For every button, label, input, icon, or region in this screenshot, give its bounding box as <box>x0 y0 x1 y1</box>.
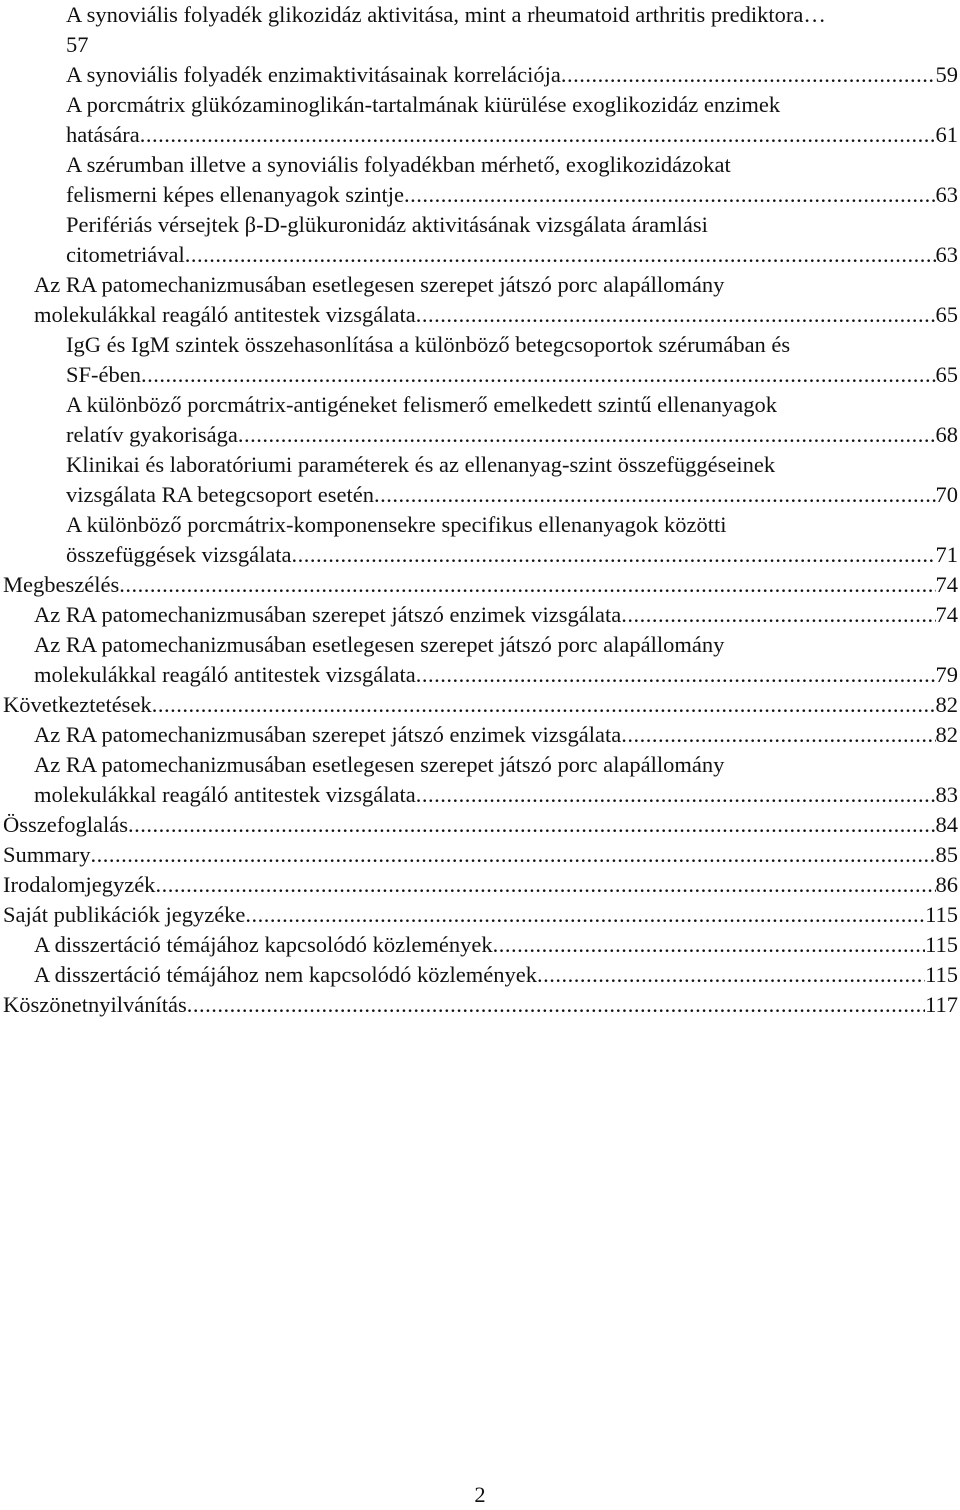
toc-entry-page: 85 <box>936 840 960 870</box>
toc-entry-page: 59 <box>936 60 960 90</box>
toc-entry-title: A porcmátrix glükózaminoglikán-tartalmának kiürülése exoglikozidáz enzimek <box>0 90 960 120</box>
toc-entry-title: A synoviális folyadék glikozidáz aktivitása, mint a rheumatoid arthritis prediktora… <box>0 0 960 30</box>
toc-entry-title: Következtetések <box>3 690 152 720</box>
toc-entry[interactable] <box>0 570 960 600</box>
toc-entry-title-cont: citometriával <box>66 240 185 270</box>
toc-entry[interactable] <box>0 210 960 270</box>
toc-leader-dots <box>621 600 935 630</box>
toc-entry[interactable] <box>0 990 960 1020</box>
toc-entry-page: 65 <box>936 360 960 390</box>
toc-entry-title: Az RA patomechanizmusában szerepet játszó enzimek vizsgálata <box>34 600 621 630</box>
toc-entry-title: Klinikai és laboratóriumi paraméterek és az ellenanyag-szint összefüggéseinek <box>0 450 960 480</box>
toc-leader-dots <box>187 990 925 1020</box>
toc-entry-title-cont: molekulákkal reagáló antitestek vizsgálata <box>34 780 416 810</box>
toc-entry-title: A különböző porcmátrix-antigéneket felismerő emelkedett szintű ellenanyagok <box>0 390 960 420</box>
toc-entry-page: 63 <box>936 240 960 270</box>
toc-entry[interactable] <box>0 60 960 90</box>
toc-entry[interactable] <box>0 930 960 960</box>
toc-entry-page: 71 <box>936 540 960 570</box>
toc-entry[interactable] <box>0 330 960 390</box>
toc-entry-page: 65 <box>936 300 960 330</box>
toc-entry-title-cont: molekulákkal reagáló antitestek vizsgálata <box>34 300 416 330</box>
toc-entry-title: Perifériás vérsejtek β-D-glükuronidáz aktivitásának vizsgálata áramlási <box>0 210 960 240</box>
toc-entry[interactable] <box>0 900 960 930</box>
toc-entry[interactable] <box>0 0 960 60</box>
toc-leader-dots <box>155 870 935 900</box>
toc-entry-page: 68 <box>936 420 960 450</box>
toc-entry-page: 117 <box>925 990 960 1020</box>
toc-entry[interactable] <box>0 630 960 690</box>
toc-entry-title-cont: molekulákkal reagáló antitestek vizsgálata <box>34 660 416 690</box>
toc-entry-title: A disszertáció témájához kapcsolódó közlemények <box>34 930 493 960</box>
toc-entry-title-cont: hatására <box>66 120 140 150</box>
toc-entry[interactable] <box>0 270 960 330</box>
toc-entry-title: Összefoglalás <box>3 810 128 840</box>
toc-entry-page: 79 <box>936 660 960 690</box>
toc-entry[interactable] <box>0 960 960 990</box>
toc-entry[interactable] <box>0 690 960 720</box>
toc-entry-title: A disszertáció témájához nem kapcsolódó közlemények <box>34 960 537 990</box>
toc-entry-title-cont: SF-ében <box>66 360 141 390</box>
toc-entry[interactable] <box>0 390 960 450</box>
toc-leader-dots <box>140 120 936 150</box>
toc-entry-page: 74 <box>936 570 960 600</box>
toc-entry-title: Az RA patomechanizmusában esetlegesen szerepet játszó porc alapállomány <box>0 750 960 780</box>
toc-entry[interactable] <box>0 750 960 810</box>
toc-entry-page: 115 <box>925 930 960 960</box>
page-number: 2 <box>0 1480 960 1510</box>
toc-entry-title: Summary <box>3 840 91 870</box>
toc-entry-title: Megbeszélés <box>3 570 119 600</box>
toc-leader-dots <box>119 570 935 600</box>
toc-entry[interactable] <box>0 150 960 210</box>
toc-entry[interactable] <box>0 720 960 750</box>
toc-entry[interactable] <box>0 840 960 870</box>
toc-leader-dots <box>152 690 936 720</box>
toc-entry-title-cont: összefüggések vizsgálata <box>66 540 292 570</box>
toc-leader-dots <box>416 660 936 690</box>
toc-entry-page: 115 <box>925 900 960 930</box>
toc-leader-dots <box>292 540 936 570</box>
toc-entry-title-cont: relatív gyakorisága <box>66 420 238 450</box>
toc-entry-title: A szérumban illetve a synoviális folyadékban mérhető, exoglikozidázokat <box>0 150 960 180</box>
toc-leader-dots <box>374 480 935 510</box>
toc-entry-page: 83 <box>936 780 960 810</box>
toc-entry-page: 74 <box>936 600 960 630</box>
toc-entry[interactable] <box>0 90 960 150</box>
toc-entry-page: 86 <box>936 870 960 900</box>
toc-entry-title: IgG és IgM szintek összehasonlítása a különböző betegcsoportok szérumában és <box>0 330 960 360</box>
toc-leader-dots <box>493 930 925 960</box>
toc-leader-dots <box>404 180 935 210</box>
toc-leader-dots <box>245 900 925 930</box>
toc-entry-title: Az RA patomechanizmusában esetlegesen szerepet játszó porc alapállomány <box>0 270 960 300</box>
toc-leader-dots <box>416 780 936 810</box>
toc-entry-page: 61 <box>936 120 960 150</box>
toc-entry-title: A synoviális folyadék enzimaktivitásainak korrelációja <box>66 60 561 90</box>
toc-entry[interactable] <box>0 600 960 630</box>
toc-entry-page: 70 <box>936 480 960 510</box>
toc-entry[interactable] <box>0 450 960 510</box>
toc-entry-title-cont: felismerni képes ellenanyagok szintje <box>66 180 404 210</box>
toc-entry-title: Az RA patomechanizmusában esetlegesen szerepet játszó porc alapállomány <box>0 630 960 660</box>
toc-entry-page: 115 <box>925 960 960 990</box>
toc-leader-dots <box>416 300 936 330</box>
toc-leader-dots <box>621 720 935 750</box>
toc-entry-page: 57 <box>0 30 960 60</box>
toc-entry-title: Irodalomjegyzék <box>3 870 155 900</box>
toc-entry-page: 82 <box>936 720 960 750</box>
toc-entry-page: 84 <box>936 810 960 840</box>
toc-entry-title: Az RA patomechanizmusában szerepet játszó enzimek vizsgálata <box>34 720 621 750</box>
toc-leader-dots <box>537 960 925 990</box>
toc-entry-title: Köszönetnyilvánítás <box>3 990 187 1020</box>
toc-leader-dots <box>238 420 936 450</box>
toc-leader-dots <box>185 240 936 270</box>
toc-entry[interactable] <box>0 810 960 840</box>
toc-entry-title: Saját publikációk jegyzéke <box>3 900 245 930</box>
toc-entry-title: A különböző porcmátrix-komponensekre specifikus ellenanyagok közötti <box>0 510 960 540</box>
toc-entry[interactable] <box>0 870 960 900</box>
toc-entry-page: 63 <box>936 180 960 210</box>
toc-leader-dots <box>91 840 936 870</box>
toc-leader-dots <box>128 810 936 840</box>
toc-leader-dots <box>141 360 936 390</box>
toc-entry-page: 82 <box>936 690 960 720</box>
toc-entry[interactable] <box>0 510 960 570</box>
toc-entry-title-cont: vizsgálata RA betegcsoport esetén <box>66 480 374 510</box>
toc-leader-dots <box>561 60 936 90</box>
